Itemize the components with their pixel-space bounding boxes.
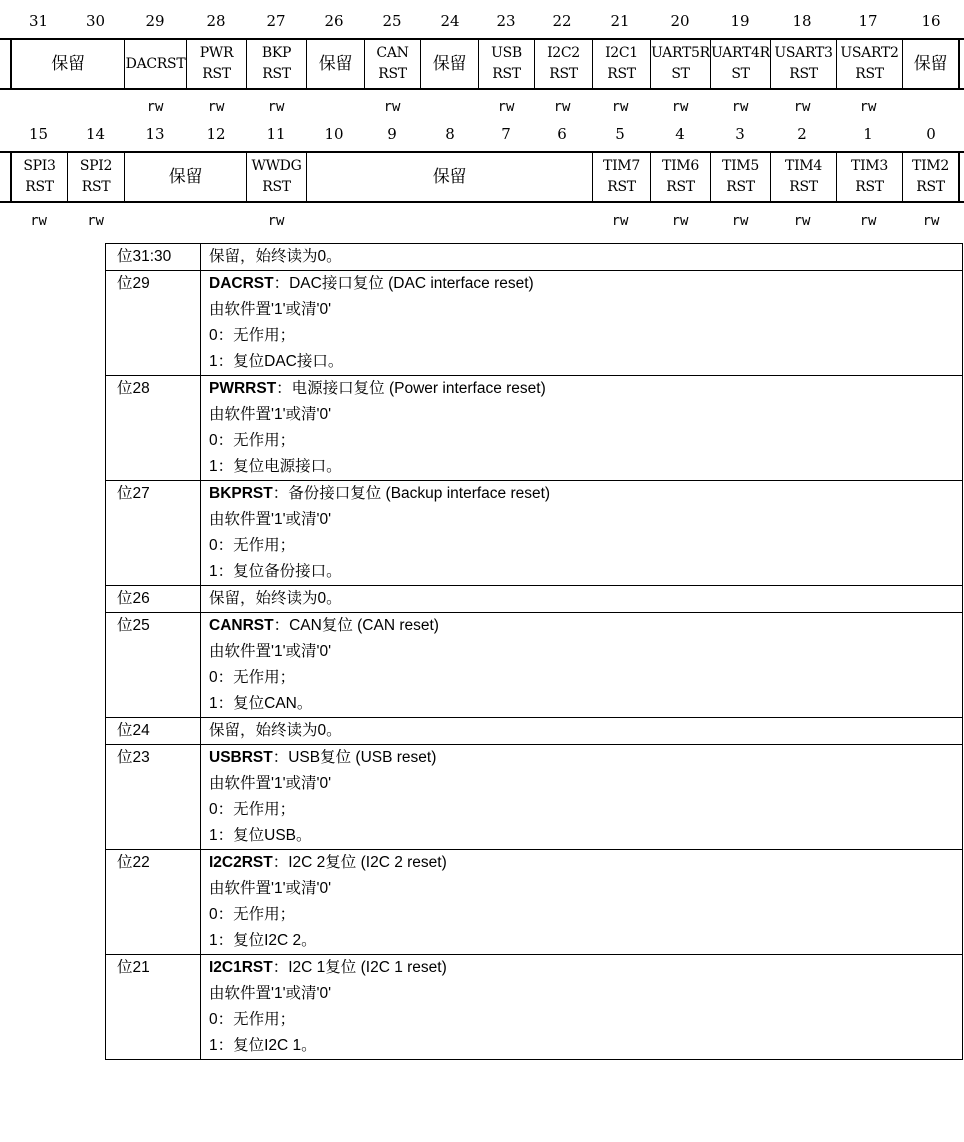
field-i2c1rst: I2C1 RST: [592, 40, 650, 88]
description-text: 0：无作用；: [209, 906, 296, 923]
field-name: BKPRST: [209, 485, 273, 502]
description-text: 由软件置'1'或清'0': [209, 775, 332, 792]
description-text: 1：复位备份接口。: [209, 563, 342, 580]
bit-position-cell: [106, 955, 201, 1060]
description-row: [106, 271, 963, 376]
description-line: [209, 244, 962, 270]
field-usbrst: USB RST: [478, 40, 534, 88]
bit-position-cell: [106, 745, 201, 850]
description-text: ：I2C 1复位 (I2C 1 reset): [272, 959, 447, 976]
bit-number: 23: [496, 12, 516, 30]
bit-number: 9: [387, 125, 397, 143]
description-text: 由软件置'1'或清'0': [209, 985, 332, 1002]
register-fields-upper: [0, 38, 964, 90]
access-label: rw: [611, 213, 629, 229]
bit-position: 位27: [117, 485, 150, 502]
description-row: [106, 586, 963, 613]
description-row: [106, 718, 963, 745]
field-reserved: 保留: [306, 40, 364, 88]
description-line: [209, 955, 962, 981]
description-text: 0：无作用；: [209, 801, 296, 818]
bit-number: 6: [557, 125, 567, 143]
access-label: rw: [497, 99, 515, 115]
bit-position-cell: [106, 376, 201, 481]
description-text: 1：复位USB。: [209, 827, 312, 844]
description-text: ：DAC接口复位 (DAC interface reset): [273, 275, 534, 292]
bit-number: 4: [675, 125, 685, 143]
description-row: [106, 376, 963, 481]
field-tim2rst: TIM2 RST: [902, 153, 960, 201]
access-label: rw: [267, 99, 285, 115]
description-text: 由软件置'1'或清'0': [209, 880, 332, 897]
bit-number: 3: [735, 125, 745, 143]
bit-description-cell: [201, 481, 963, 586]
description-text: 0：无作用；: [209, 1011, 296, 1028]
bit-number: 14: [85, 125, 106, 143]
bit-number: 24: [440, 12, 460, 30]
access-label: rw: [30, 213, 47, 229]
bit-position: 位22: [117, 854, 150, 871]
bit-number: 26: [324, 12, 344, 30]
description-line: [209, 586, 962, 612]
description-text: ：电源接口复位 (Power interface reset): [276, 380, 546, 397]
description-row: [106, 955, 963, 1060]
bit-number: 21: [610, 12, 630, 30]
description-line: [209, 323, 962, 349]
description-line: [209, 850, 962, 876]
bit-position-cell: [106, 586, 201, 613]
field-reserved: 保留: [902, 40, 960, 88]
bit-number: 12: [206, 125, 226, 143]
description-line: [209, 1033, 962, 1059]
bit-number: 13: [145, 125, 165, 143]
register-fields-lower: [0, 151, 964, 203]
description-line: [209, 533, 962, 559]
description-line: [209, 902, 962, 928]
description-text: 由软件置'1'或清'0': [209, 406, 332, 423]
access-label: rw: [793, 213, 811, 229]
bit-position-cell: [106, 244, 201, 271]
description-line: [209, 297, 962, 323]
description-text: 0：无作用；: [209, 432, 296, 449]
description-text: 0：无作用；: [209, 327, 296, 344]
description-text: ：I2C 2复位 (I2C 2 reset): [272, 854, 447, 871]
field-name: USBRST: [209, 749, 273, 766]
description-text: 保留，始终读为0。: [209, 722, 342, 739]
bit-position-cell: [106, 481, 201, 586]
access-label: rw: [859, 99, 877, 115]
bit-number: 10: [324, 125, 344, 143]
access-label: rw: [859, 213, 877, 229]
bit-description-cell: [201, 376, 963, 481]
field-i2c2rst: I2C2 RST: [534, 40, 592, 88]
access-lower: [0, 209, 964, 233]
bit-numbers-lower: [0, 121, 964, 147]
access-label: rw: [267, 213, 285, 229]
description-row: [106, 745, 963, 850]
description-row: [106, 850, 963, 955]
bit-number: 8: [445, 125, 455, 143]
bit-position-cell: [106, 718, 201, 745]
description-text: 保留，始终读为0。: [209, 590, 342, 607]
bit-description-cell: [201, 271, 963, 376]
description-line: [209, 271, 962, 297]
bit-number: 29: [145, 12, 165, 30]
field-name: CANRST: [209, 617, 274, 634]
description-line: [209, 797, 962, 823]
description-line: [209, 718, 962, 744]
field-name: PWRRST: [209, 380, 277, 397]
access-label: rw: [611, 99, 629, 115]
access-label: rw: [383, 99, 401, 115]
description-line: [209, 428, 962, 454]
field-dacrst: DACRST: [124, 40, 186, 88]
description-line: [209, 823, 962, 849]
description-line: [209, 402, 962, 428]
field-uart4rst: UART4R ST: [710, 40, 770, 88]
description-text: 1：复位CAN。: [209, 695, 313, 712]
bit-position-cell: [106, 613, 201, 718]
bit-number: 15: [28, 125, 49, 143]
field-name: I2C1RST: [209, 959, 273, 976]
bit-description-cell: [201, 955, 963, 1060]
field-spi3rst: SPI3 RST: [10, 153, 67, 201]
description-line: [209, 665, 962, 691]
bit-number: 0: [926, 125, 936, 143]
bit-position: 位29: [117, 275, 150, 292]
bit-description-body: [106, 244, 963, 1060]
description-text: 由软件置'1'或清'0': [209, 643, 332, 660]
field-uart5rst: UART5R ST: [650, 40, 710, 88]
bit-description-cell: [201, 244, 963, 271]
field-tim7rst: TIM7 RST: [592, 153, 650, 201]
description-line: [209, 981, 962, 1007]
description-line: [209, 771, 962, 797]
access-upper: [0, 95, 964, 119]
access-label: rw: [922, 213, 940, 229]
access-label: rw: [731, 99, 749, 115]
field-spi2rst: SPI2 RST: [67, 153, 124, 201]
bit-number: 27: [266, 12, 286, 30]
field-name: I2C2RST: [209, 854, 273, 871]
bit-number: 20: [670, 12, 690, 30]
bit-position: 位24: [117, 722, 150, 739]
bit-number: 30: [85, 12, 106, 30]
field-pwrrst: PWR RST: [186, 40, 246, 88]
bit-position: 位28: [117, 380, 150, 397]
bit-number: 2: [797, 125, 807, 143]
description-text: 1：复位DAC接口。: [209, 353, 344, 370]
description-line: [209, 507, 962, 533]
bit-number: 31: [28, 12, 49, 30]
description-line: [209, 559, 962, 585]
access-label: rw: [671, 99, 689, 115]
field-bkprst: BKP RST: [246, 40, 306, 88]
field-canrst: CAN RST: [364, 40, 420, 88]
description-row: [106, 244, 963, 271]
field-tim4rst: TIM4 RST: [770, 153, 836, 201]
bit-description-cell: [201, 718, 963, 745]
access-label: rw: [87, 213, 104, 229]
description-text: ：USB复位 (USB reset): [272, 749, 437, 766]
bit-number: 16: [921, 12, 941, 30]
description-line: [209, 376, 962, 402]
bit-number: 18: [792, 12, 812, 30]
description-line: [209, 928, 962, 954]
description-text: 0：无作用；: [209, 669, 296, 686]
bit-number: 11: [266, 125, 286, 143]
access-label: rw: [793, 99, 811, 115]
description-line: [209, 1007, 962, 1033]
bit-description-table: [105, 243, 963, 1060]
bit-number: 1: [863, 125, 873, 143]
description-line: [209, 745, 962, 771]
description-line: [209, 691, 962, 717]
description-text: 保留，始终读为0。: [209, 248, 342, 265]
bit-description-cell: [201, 850, 963, 955]
bit-numbers-upper: [0, 8, 964, 34]
description-text: 由软件置'1'或清'0': [209, 511, 332, 528]
description-text: 1：复位I2C 2。: [209, 932, 317, 949]
bit-description-cell: [201, 586, 963, 613]
description-line: [209, 613, 962, 639]
bit-number: 28: [206, 12, 226, 30]
description-line: [209, 481, 962, 507]
bit-number: 7: [501, 125, 511, 143]
bit-position: 位23: [117, 749, 150, 766]
field-reserved: 保留: [124, 153, 246, 201]
access-label: rw: [553, 99, 571, 115]
field-usart2rst: USART2 RST: [836, 40, 902, 88]
bit-number: 22: [552, 12, 572, 30]
field-reserved: 保留: [420, 40, 478, 88]
bit-number: 19: [730, 12, 750, 30]
access-label: rw: [146, 99, 164, 115]
bit-position-cell: [106, 850, 201, 955]
description-text: ：CAN复位 (CAN reset): [273, 617, 439, 634]
bit-position: 位26: [117, 590, 150, 607]
description-row: [106, 613, 963, 718]
bit-number: 25: [382, 12, 402, 30]
bit-number: 17: [858, 12, 878, 30]
bit-position: 位21: [117, 959, 150, 976]
bit-description-cell: [201, 613, 963, 718]
field-reserved: 保留: [10, 40, 124, 88]
bit-position: 位31:30: [117, 248, 172, 265]
bit-description-cell: [201, 745, 963, 850]
description-line: [209, 639, 962, 665]
field-tim3rst: TIM3 RST: [836, 153, 902, 201]
access-label: rw: [731, 213, 749, 229]
bit-number: 5: [615, 125, 625, 143]
bit-position-cell: [106, 271, 201, 376]
description-text: 1：复位电源接口。: [209, 458, 342, 475]
field-reserved: 保留: [306, 153, 592, 201]
field-usart3rst: USART3 RST: [770, 40, 836, 88]
field-tim5rst: TIM5 RST: [710, 153, 770, 201]
description-text: 1：复位I2C 1。: [209, 1037, 317, 1054]
bit-position: 位25: [117, 617, 150, 634]
description-text: 由软件置'1'或清'0': [209, 301, 332, 318]
description-line: [209, 876, 962, 902]
access-label: rw: [207, 99, 225, 115]
description-text: ：备份接口复位 (Backup interface reset): [272, 485, 551, 502]
description-row: [106, 481, 963, 586]
description-text: 0：无作用；: [209, 537, 296, 554]
description-line: [209, 454, 962, 480]
description-line: [209, 349, 962, 375]
field-name: DACRST: [209, 275, 274, 292]
access-label: rw: [671, 213, 689, 229]
field-wwdgrst: WWDG RST: [246, 153, 306, 201]
field-tim6rst: TIM6 RST: [650, 153, 710, 201]
